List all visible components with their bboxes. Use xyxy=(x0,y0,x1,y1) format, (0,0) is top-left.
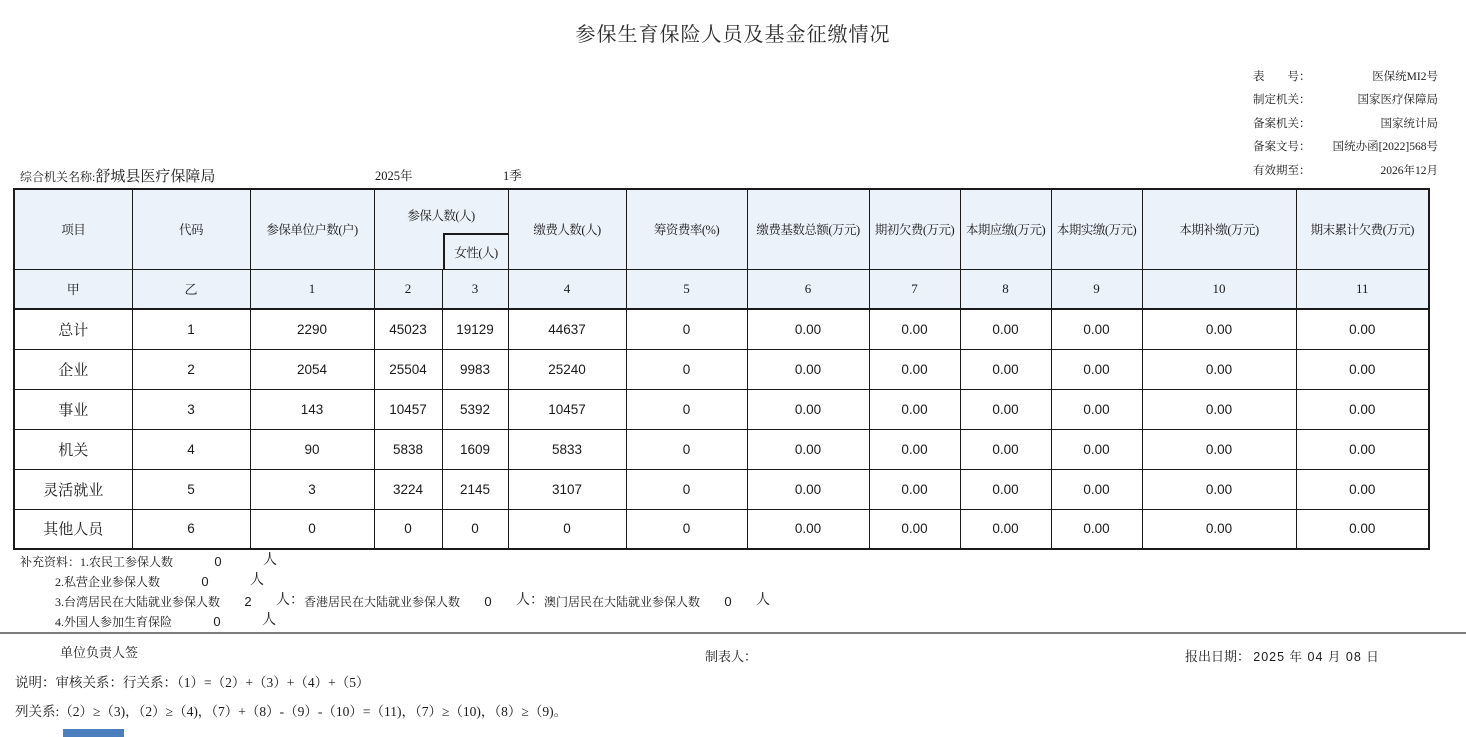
audit-note-column-relation: 列关系:（2）≥（3)，（2）≥（4)，（7）+（8）-（9）-（10）=（11)，（7）≥（10)，（8）≥（9)。 xyxy=(15,704,568,719)
cell: 5392 xyxy=(442,389,508,429)
cell: 0.00 xyxy=(1296,469,1429,509)
supplement-unit: 人 xyxy=(262,613,277,628)
meta-label: 制定机关： xyxy=(1253,94,1311,107)
cell: 5 xyxy=(132,469,250,509)
col-header-payable: 本期应缴(万元) xyxy=(960,189,1051,269)
supplement-value: 0 xyxy=(214,554,222,569)
meta-label: 备案机关： xyxy=(1253,117,1311,130)
cell: 0.00 xyxy=(960,309,1051,349)
table-row-flexible-employment xyxy=(14,469,1429,509)
cell: 0.00 xyxy=(1051,429,1142,469)
supplement-unit: 人 xyxy=(263,553,278,568)
cell: 乙 xyxy=(132,269,250,309)
cell: 0 xyxy=(250,509,374,549)
col-header-insured: 参保人数(人) xyxy=(407,209,475,223)
meta-value: 2026年12月 xyxy=(1380,164,1438,177)
supplement-text: 香港居民在大陆就业参保人数 xyxy=(304,595,461,609)
cell: 0.00 xyxy=(869,389,960,429)
cell: 5838 xyxy=(374,429,442,469)
cell: 10457 xyxy=(374,389,442,429)
cell: 0.00 xyxy=(747,389,869,429)
code-row xyxy=(14,269,1429,309)
cell: 0.00 xyxy=(869,429,960,469)
cell: 0.00 xyxy=(747,349,869,389)
cell: 0.00 xyxy=(747,429,869,469)
supplement-value: 0 xyxy=(724,594,732,609)
cell: 19129 xyxy=(442,309,508,349)
meta-value: 国家医疗保障局 xyxy=(1357,94,1438,107)
cell: 2145 xyxy=(442,469,508,509)
cell: 0.00 xyxy=(1142,469,1296,509)
cell: 9983 xyxy=(442,349,508,389)
supplement-label: 补充资料： xyxy=(20,555,81,569)
cell: 0 xyxy=(374,509,442,549)
supplement-line-4 xyxy=(20,611,276,631)
meta-value: 国统办函[2022]568号 xyxy=(1332,141,1438,154)
cell: 3224 xyxy=(374,469,442,509)
meta-value: 医保统MI2号 xyxy=(1372,70,1438,83)
report-table xyxy=(13,188,1430,550)
cell: 0.00 xyxy=(960,429,1051,469)
supplement-text: 1.农民工参保人数 xyxy=(80,555,174,569)
cell: 0.00 xyxy=(1142,389,1296,429)
cell: 25240 xyxy=(508,349,626,389)
cell: 0 xyxy=(508,509,626,549)
supplement-text: 3.台湾居民在大陆就业参保人数 xyxy=(55,595,221,609)
cell: 3 xyxy=(250,469,374,509)
cell: 0 xyxy=(626,389,747,429)
cell: 0.00 xyxy=(747,309,869,349)
cell: 45023 xyxy=(374,309,442,349)
cell: 6 xyxy=(132,509,250,549)
cell: 0.00 xyxy=(1142,309,1296,349)
col-header-payers: 缴费人数(人) xyxy=(508,189,626,269)
cell: 0.00 xyxy=(869,349,960,389)
cell: 甲 xyxy=(14,269,132,309)
cell: 25504 xyxy=(374,349,442,389)
report-quarter: 1季 xyxy=(503,169,522,183)
cell: 0.00 xyxy=(1051,309,1142,349)
cell: 0.00 xyxy=(960,349,1051,389)
col-header-code: 代码 xyxy=(132,189,250,269)
cell: 1609 xyxy=(442,429,508,469)
row-label: 机关 xyxy=(14,429,132,469)
row-label: 企业 xyxy=(14,349,132,389)
meta-value: 国家统计局 xyxy=(1380,117,1438,130)
row-label: 总计 xyxy=(14,309,132,349)
cell: 0.00 xyxy=(1296,389,1429,429)
col-header-supplement: 本期补缴(万元) xyxy=(1142,189,1296,269)
report-date-label: 报出日期： xyxy=(1185,649,1251,664)
cell: 90 xyxy=(250,429,374,469)
cell: 2290 xyxy=(250,309,374,349)
col-header-opening-arrears: 期初欠费(万元) xyxy=(869,189,960,269)
cell: 4 xyxy=(132,429,250,469)
meta-row-issuing-agency xyxy=(1253,88,1438,112)
supplement-unit: 人： xyxy=(516,593,545,608)
cell: 2 xyxy=(132,349,250,389)
report-date xyxy=(1185,646,1380,665)
cell: 0 xyxy=(626,509,747,549)
header-row xyxy=(14,189,1429,269)
page-title: 参保生育保险人员及基金征缴情况 xyxy=(575,24,891,46)
cell: 0.00 xyxy=(747,469,869,509)
supplement-text: 4.外国人参加生育保险 xyxy=(55,615,173,629)
meta-row-valid-until xyxy=(1253,158,1438,182)
cell: 0.00 xyxy=(1296,429,1429,469)
supplement-text: 澳门居民在大陆就业参保人数 xyxy=(544,595,701,609)
cell: 0.00 xyxy=(1142,509,1296,549)
org-line xyxy=(20,165,522,185)
cell: 44637 xyxy=(508,309,626,349)
cell: 0 xyxy=(626,349,747,389)
supplement-unit: 人 xyxy=(250,573,265,588)
cell: 7 xyxy=(869,269,960,309)
supplement-value: 2 xyxy=(244,594,252,609)
col-header-insured-group xyxy=(374,189,508,269)
cell: 10457 xyxy=(508,389,626,429)
cell: 3 xyxy=(132,389,250,429)
table-row-public-institution xyxy=(14,389,1429,429)
cell: 0.00 xyxy=(1296,509,1429,549)
cell: 5 xyxy=(626,269,747,309)
meta-label: 表 号： xyxy=(1253,70,1311,83)
col-header-units: 参保单位户数(户) xyxy=(250,189,374,269)
form-meta-block xyxy=(1253,64,1438,182)
cell: 10 xyxy=(1142,269,1296,309)
report-year: 2025年 xyxy=(375,169,413,183)
row-label: 事业 xyxy=(14,389,132,429)
meta-row-filing-number xyxy=(1253,135,1438,159)
table-row-other xyxy=(14,509,1429,549)
report-date-value: 2025 年 04 月 08 日 xyxy=(1253,650,1380,664)
cell: 143 xyxy=(250,389,374,429)
supplement-value: 0 xyxy=(213,614,221,629)
cell: 0 xyxy=(626,429,747,469)
unit-responsible-signature-label: 单位负责人签 xyxy=(60,645,139,660)
cell: 9 xyxy=(1051,269,1142,309)
cell: 0.00 xyxy=(960,509,1051,549)
cell: 11 xyxy=(1296,269,1429,309)
cell: 0.00 xyxy=(1296,309,1429,349)
audit-note-row-relation: 说明：审核关系：行关系：（1）=（2）+（3）+（4）+（5） xyxy=(15,675,370,690)
supplement-line-2 xyxy=(20,571,264,591)
meta-label: 有效期至： xyxy=(1253,164,1311,177)
meta-row-filing-agency xyxy=(1253,111,1438,135)
cell: 0.00 xyxy=(1142,349,1296,389)
supplement-unit: 人 xyxy=(756,593,771,608)
cell: 3107 xyxy=(508,469,626,509)
cell: 3 xyxy=(442,269,508,309)
cell: 0.00 xyxy=(747,509,869,549)
col-header-item: 项目 xyxy=(14,189,132,269)
meta-row-form-number xyxy=(1253,64,1438,88)
table-row-enterprise xyxy=(14,349,1429,389)
supplement-line-3 xyxy=(20,591,770,611)
col-header-base-total: 缴费基数总额(万元) xyxy=(747,189,869,269)
supplement-value: 0 xyxy=(201,574,209,589)
table-row-total xyxy=(14,309,1429,349)
cell: 8 xyxy=(960,269,1051,309)
col-header-rate: 筹资费率(%) xyxy=(626,189,747,269)
cell: 4 xyxy=(508,269,626,309)
cell: 0.00 xyxy=(869,469,960,509)
footer-divider xyxy=(0,632,1466,634)
cell: 2 xyxy=(374,269,442,309)
cell: 0.00 xyxy=(1142,429,1296,469)
cell: 1 xyxy=(250,269,374,309)
meta-label: 备案文号： xyxy=(1253,141,1311,154)
org-label: 综合机关名称: xyxy=(20,170,96,184)
col-header-closing-arrears: 期末累计欠费(万元) xyxy=(1296,189,1429,269)
cell: 0 xyxy=(626,469,747,509)
cell: 0.00 xyxy=(960,469,1051,509)
cell: 1 xyxy=(132,309,250,349)
cell: 0 xyxy=(626,309,747,349)
cell: 0.00 xyxy=(1296,349,1429,389)
cell: 6 xyxy=(747,269,869,309)
row-label: 灵活就业 xyxy=(14,469,132,509)
row-label: 其他人员 xyxy=(14,509,132,549)
cell: 2054 xyxy=(250,349,374,389)
supplement-text: 2.私营企业参保人数 xyxy=(55,575,161,589)
org-name: 舒城县医疗保障局 xyxy=(95,169,216,185)
col-header-paid: 本期实缴(万元) xyxy=(1051,189,1142,269)
cell: 0.00 xyxy=(1051,509,1142,549)
cell: 0.00 xyxy=(869,509,960,549)
col-header-female: 女性(人) xyxy=(443,233,508,269)
bottom-left-blue-marker xyxy=(63,729,124,737)
supplement-line-1 xyxy=(20,551,277,571)
cell: 0.00 xyxy=(1051,389,1142,429)
cell: 0.00 xyxy=(1051,469,1142,509)
preparer-label: 制表人： xyxy=(705,649,758,664)
cell: 0.00 xyxy=(960,389,1051,429)
cell: 0.00 xyxy=(869,309,960,349)
cell: 0 xyxy=(442,509,508,549)
table-row-government xyxy=(14,429,1429,469)
supplement-value: 0 xyxy=(484,594,492,609)
cell: 0.00 xyxy=(1051,349,1142,389)
cell: 5833 xyxy=(508,429,626,469)
supplement-unit: 人： xyxy=(276,593,305,608)
